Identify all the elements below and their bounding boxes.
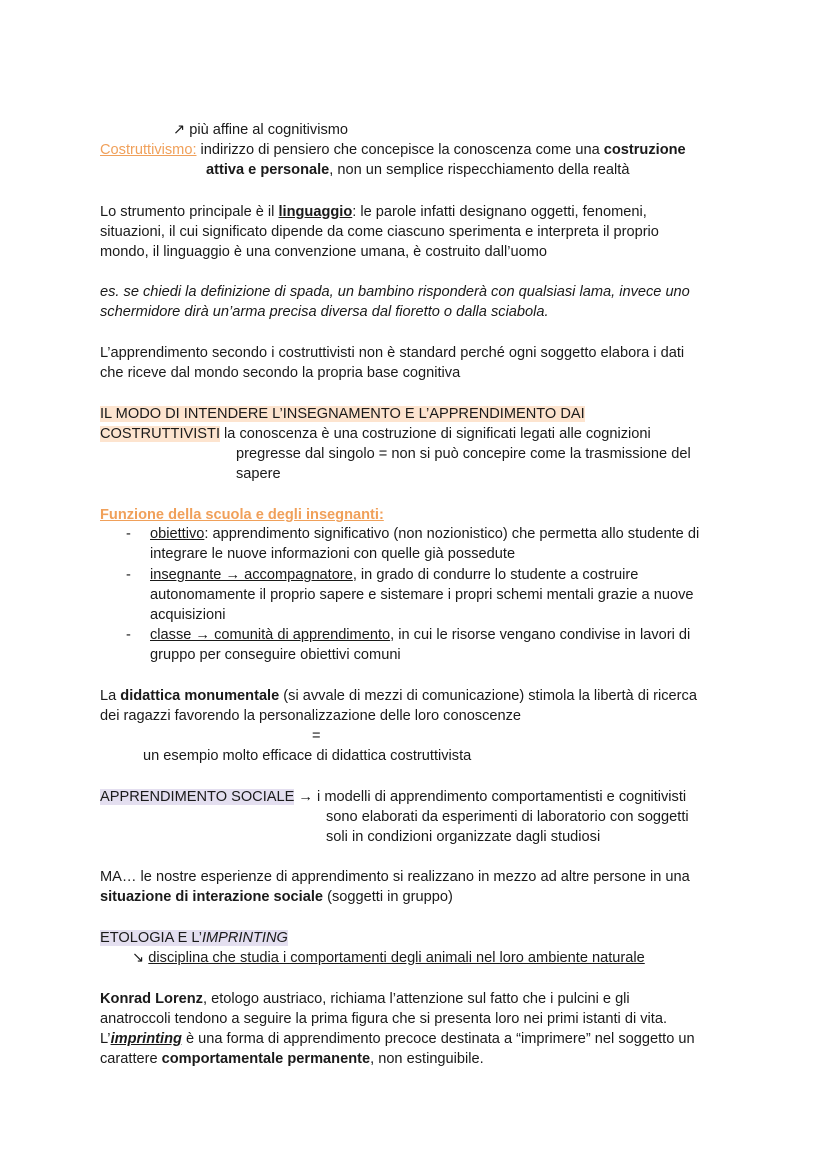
bullet-dash: - bbox=[126, 627, 131, 643]
didattica-line-2: dei ragazzi favorendo la personalizzazione delle loro conoscenze bbox=[100, 708, 522, 724]
lorenz-line-2: anatroccoli tendono a seguire la prima figura che si presenta loro nei primi istanti di vita. bbox=[100, 1011, 668, 1027]
funzione-item-1-line-1: obiettivo: apprendimento significativo (non nozionistico) che permetta allo studente di bbox=[150, 526, 700, 542]
funzione-item-2-line-3: acquisizioni bbox=[150, 607, 226, 623]
arrow-note: ↗ più affine al cognitivismo bbox=[173, 122, 349, 138]
lorenz-line-3: L’imprinting è una forma di apprendimento precoce destinata a “imprimere” nel soggetto un bbox=[100, 1031, 695, 1047]
term-costruttivismo: Costruttivismo: bbox=[100, 142, 197, 158]
costruttivismo-definition-line-2: attiva e personale, non un semplice rispecchiamento della realtà bbox=[206, 162, 630, 178]
sociale-line-3: soli in condizioni organizzate dagli studiosi bbox=[326, 829, 601, 845]
linguaggio-line-2: situazioni, il cui significato dipende da come ciascuno sperimenta e interpreta il proprio bbox=[100, 224, 659, 240]
equals-sign: = bbox=[312, 728, 321, 744]
etologia-heading: ETOLOGIA E L’IMPRINTING bbox=[100, 930, 288, 946]
example-line-2: schermidore dirà un’arma precisa diversa dal fioretto o dalla sciabola. bbox=[100, 304, 549, 320]
sociale-line-2: sono elaborati da esperimenti di laboratorio con soggetti bbox=[326, 809, 689, 825]
example-line-1: es. se chiedi la definizione di spada, un bambino risponderà con qualsiasi lama, invece uno bbox=[100, 284, 690, 300]
bullet-dash: - bbox=[126, 567, 131, 583]
didattica-line-3: un esempio molto efficace di didattica costruttivista bbox=[143, 748, 472, 764]
modo-line-2: pregresse dal singolo = non si può concepire come la trasmissione del bbox=[236, 446, 691, 462]
apprendimento-line-1: L’apprendimento secondo i costruttivisti non è standard perché ogni soggetto elabora i dati bbox=[100, 345, 685, 361]
funzione-item-3-line-2: gruppo per conseguire obiettivi comuni bbox=[150, 647, 401, 663]
bullet-dash: - bbox=[126, 526, 131, 542]
funzione-heading: Funzione della scuola e degli insegnanti: bbox=[100, 507, 384, 523]
ma-line-1: MA… le nostre esperienze di apprendimento si realizzano in mezzo ad altre persone in una bbox=[100, 869, 690, 885]
apprendimento-line-2: che riceve dal mondo secondo la propria base cognitiva bbox=[100, 365, 461, 381]
modo-line-3: sapere bbox=[236, 466, 281, 482]
didattica-line-1: La didattica monumentale (si avvale di mezzi di comunicazione) stimola la libertà di ricerca bbox=[100, 688, 697, 704]
lorenz-line-1: Konrad Lorenz, etologo austriaco, richiama l’attenzione sul fatto che i pulcini e gli bbox=[100, 991, 630, 1007]
lorenz-line-4: carattere comportamentale permanente, non estinguibile. bbox=[100, 1051, 484, 1067]
linguaggio-line-3: mondo, il linguaggio è una convenzione umana, è costruito dall’uomo bbox=[100, 244, 548, 260]
sociale-heading-line: APPRENDIMENTO SOCIALE → i modelli di apprendimento comportamentisti e cognitivisti bbox=[100, 789, 687, 805]
funzione-item-3-line-1: classe → comunità di apprendimento, in cui le risorse vengano condivise in lavori di bbox=[150, 627, 691, 643]
modo-heading-line-1: IL MODO DI INTENDERE L’INSEGNAMENTO E L’APPRENDIMENTO DAI bbox=[100, 406, 585, 422]
linguaggio-line-1: Lo strumento principale è il linguaggio: le parole infatti designano oggetti, fenomeni, bbox=[100, 204, 647, 220]
etologia-subline: ↘ disciplina che studia i comportamenti degli animali nel loro ambiente naturale bbox=[132, 950, 645, 966]
funzione-item-1-line-2: integrare le nuove informazioni con quelle già possedute bbox=[150, 546, 516, 562]
ma-line-2: situazione di interazione sociale (soggetti in gruppo) bbox=[100, 889, 453, 905]
modo-heading-line-2: COSTRUTTIVISTI la conoscenza è una costruzione di significati legati alle cognizioni bbox=[100, 426, 651, 442]
funzione-item-2-line-2: autonomamente il proprio sapere e sistemare i propri schemi mentali grazie a nuove bbox=[150, 587, 694, 603]
costruttivismo-definition-line-1: Costruttivismo: indirizzo di pensiero che concepisce la conoscenza come una costruzione bbox=[100, 142, 686, 158]
funzione-item-2-line-1: insegnante → accompagnatore, in grado di condurre lo studente a costruire bbox=[150, 567, 639, 583]
